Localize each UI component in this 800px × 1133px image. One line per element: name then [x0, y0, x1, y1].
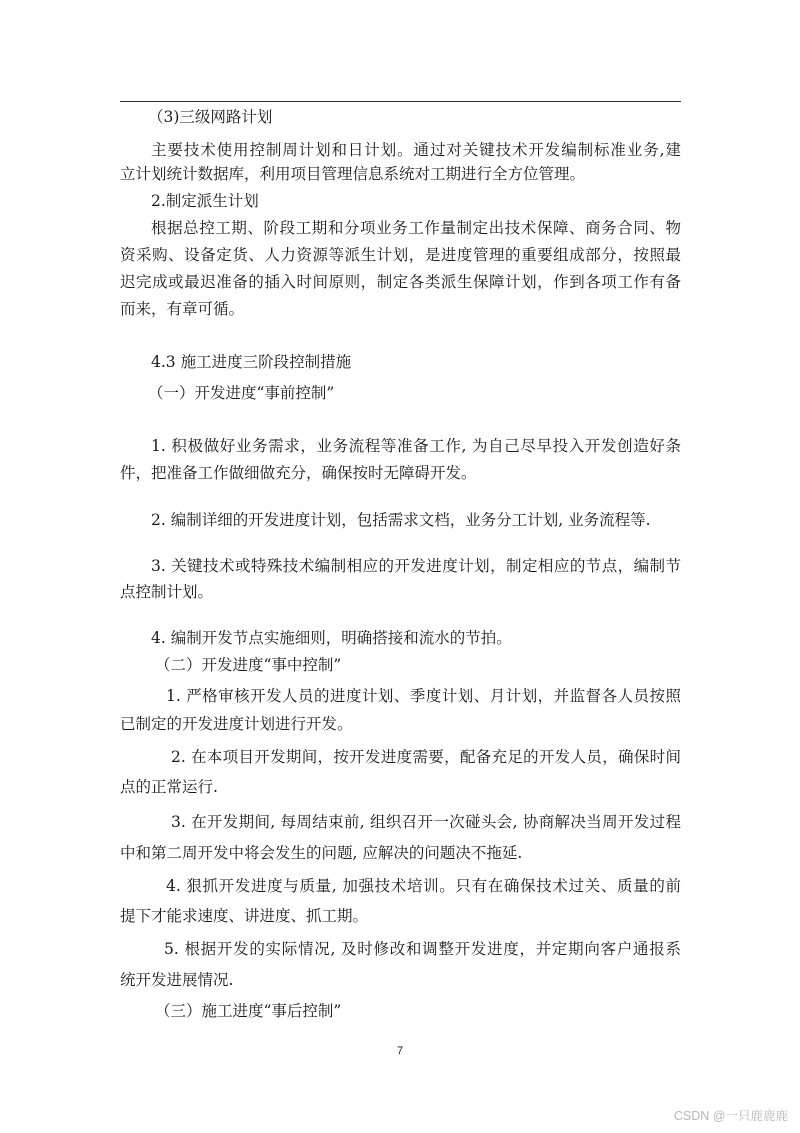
- watermark: CSDN @一只鹿鹿鹿: [673, 1109, 788, 1123]
- page-number: 7: [396, 1045, 404, 1057]
- paragraph-line: 根据总控工期、阶段工期和分项业务工作量制定出技术保障、商务合同、物: [151, 219, 681, 237]
- paragraph-line: 资采购、设备定货、人力资源等派生计划，是进度管理的重要组成部分，按照最: [120, 246, 681, 264]
- list-item-line: 2. 编制详细的开发进度计划，包括需求文档，业务分工计划, 业务流程等.: [151, 511, 651, 529]
- section-heading-4-3: 4.3 施工进度三阶段控制措施: [151, 353, 352, 371]
- paragraph-line: 而来，有章可循。: [120, 300, 245, 318]
- list-item-line: 4. 狠抓开发进度与质量, 加强技术培训。只有在确保技术过关、质量的前: [166, 877, 681, 895]
- heading-derived-plan: 2.制定派生计划: [151, 192, 259, 210]
- list-item-line: 2. 在本项目开发期间，按开发进度需要，配备充足的开发人员，确保时间: [171, 748, 681, 766]
- list-item-line: 点的正常运行.: [120, 778, 218, 796]
- list-item-line: 4. 编制开发节点实施细则，明确搭接和流水的节拍。: [151, 629, 512, 647]
- subheading-post-control: （三）施工进度“事后控制”: [155, 1002, 342, 1020]
- list-item-line: 3. 在开发期间, 每周结束前, 组织召开一次碰头会, 协商解决当周开发过程: [171, 813, 681, 831]
- heading-three-level-plan: （3)三级网路计划: [148, 108, 273, 126]
- list-item-line: 已制定的开发进度计划进行开发。: [120, 715, 353, 733]
- list-item-line: 5. 根据开发的实际情况, 及时修改和调整开发进度，并定期向客户通报系: [164, 940, 681, 958]
- paragraph-line: 主要技术使用控制周计划和日计划。通过对关键技术开发编制标准业务,建: [151, 141, 681, 159]
- list-item-line: 中和第二周开发中将会发生的问题, 应解决的问题决不拖延.: [120, 844, 523, 862]
- list-item-line: 点控制计划。: [120, 583, 214, 601]
- list-item-line: 件，把准备工作做细做充分，确保按时无障碍开发。: [120, 464, 477, 482]
- paragraph-line: 迟完成或最迟准备的插入时间原则，制定各类派生保障计划，作到各项工作有备: [120, 273, 681, 291]
- subheading-pre-control: （一）开发进度“事前控制”: [148, 384, 335, 402]
- list-item-line: 提下才能求速度、讲进度、抓工期。: [120, 907, 369, 925]
- paragraph-line: 立计划统计数据库，利用项目管理信息系统对工期进行全方位管理。: [120, 165, 586, 183]
- list-item-line: 统开发进展情况.: [120, 971, 234, 989]
- list-item-line: 1. 严格审核开发人员的进度计划、季度计划、月计划，并监督各人员按照: [166, 687, 681, 705]
- list-item-line: 1. 积极做好业务需求，业务流程等准备工作, 为自己尽早投入开发创造好条: [151, 437, 681, 455]
- subheading-mid-control: （二）开发进度“事中控制”: [155, 656, 342, 674]
- header-rule: [120, 101, 681, 102]
- list-item-line: 3. 关键技术或特殊技术编制相应的开发进度计划，制定相应的节点，编制节: [151, 557, 681, 575]
